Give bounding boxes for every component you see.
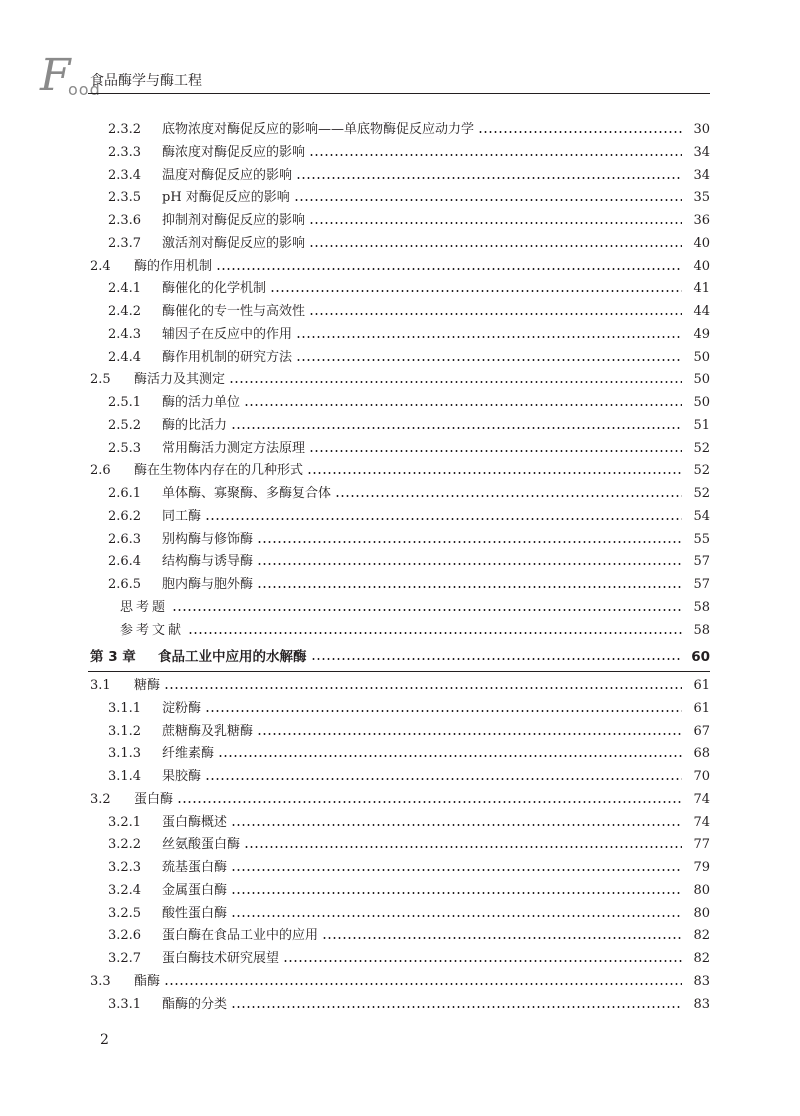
dot-leader xyxy=(172,609,682,611)
toc-entry-page: 80 xyxy=(693,882,710,898)
toc-entry-number: 2.5.1 xyxy=(108,395,142,410)
logo-letter: F xyxy=(40,50,71,101)
toc-entry-page: 36 xyxy=(693,213,710,228)
toc-entry-number: 3.1 xyxy=(90,678,111,693)
toc-entry xyxy=(108,210,710,232)
toc-entry-page: 51 xyxy=(693,417,710,433)
dot-leader xyxy=(177,801,682,803)
toc-entry-number: 2.6.2 xyxy=(108,508,142,524)
toc-entry-page: 74 xyxy=(693,791,710,807)
toc-entry xyxy=(108,812,710,834)
toc-entry-page: 74 xyxy=(693,814,710,830)
toc-entry xyxy=(108,721,710,743)
toc-entry-number: 3.2.3 xyxy=(108,860,142,875)
dot-leader xyxy=(216,268,682,270)
toc-entry-title: 同工酶 xyxy=(162,508,202,524)
dot-leader xyxy=(309,154,682,156)
toc-entry xyxy=(108,551,710,573)
toc-entry-page: 58 xyxy=(693,599,710,615)
toc-entry-title: 果胶酶 xyxy=(162,769,202,784)
dot-leader xyxy=(244,404,682,406)
toc-entry-title: 酶在生物体内存在的几种形式 xyxy=(134,463,304,479)
toc-entry-number: 第 3 章 xyxy=(90,649,136,666)
dot-leader xyxy=(244,846,682,848)
toc-entry-title: 蛋白酶概述 xyxy=(162,814,228,830)
toc-entry-number: 2.6.3 xyxy=(108,531,142,547)
toc-entry-number: 2.5.2 xyxy=(108,417,142,433)
toc-entry-number: 2.4.3 xyxy=(108,326,142,342)
toc-entry-number: 3.2.2 xyxy=(108,837,142,853)
toc-entry-number: 2.6.4 xyxy=(108,554,142,570)
toc-entry xyxy=(108,415,710,437)
toc-entry xyxy=(90,460,710,482)
toc-entry-title: 丝氨酸蛋白酶 xyxy=(162,837,241,853)
toc-entry xyxy=(108,766,710,788)
toc-entry-page: 83 xyxy=(693,996,710,1012)
toc-entry-title: 酶的作用机制 xyxy=(134,258,213,274)
toc-entry-title: 参考文献 xyxy=(120,622,185,638)
toc-entry xyxy=(108,187,710,209)
dot-leader xyxy=(188,632,682,634)
toc-entry xyxy=(108,529,710,551)
toc-entry-page: 70 xyxy=(693,769,710,784)
dot-leader xyxy=(296,359,682,361)
toc-entry-title: 蛋白酶技术研究展望 xyxy=(162,951,280,966)
toc-entry-title: 单体酶、寡聚酶、多酶复合体 xyxy=(162,486,332,501)
toc-entry-number: 3.3.1 xyxy=(108,996,142,1012)
toc-entry-number: 3.2.4 xyxy=(108,882,142,898)
toc-entry-page: 52 xyxy=(693,463,710,479)
toc-entry-title: 温度对酶促反应的影响 xyxy=(162,167,293,183)
dot-leader xyxy=(309,313,682,315)
book-title: 食品酶学与酶工程 xyxy=(90,73,202,89)
toc-entry-page: 67 xyxy=(693,723,710,739)
dot-leader xyxy=(283,960,682,962)
toc-entry-page: 80 xyxy=(693,905,710,921)
dot-leader xyxy=(231,427,682,429)
toc-entry xyxy=(108,301,710,323)
toc-entry-title: 底物浓度对酶促反应的影响——单底物酶促反应动力学 xyxy=(162,122,475,137)
toc-entry-number: 2.3.7 xyxy=(108,235,142,251)
toc-entry-page: 79 xyxy=(693,860,710,875)
toc-entry-title: 巯基蛋白酶 xyxy=(162,860,228,875)
toc-entry xyxy=(120,620,710,642)
toc-entry-page: 40 xyxy=(693,258,710,274)
toc-entry xyxy=(90,369,710,391)
dot-leader xyxy=(205,518,682,520)
toc-entry xyxy=(108,834,710,856)
page-number: 2 xyxy=(100,1032,109,1048)
toc-entry-title: 食品工业中应用的水解酶 xyxy=(158,649,307,666)
dot-leader xyxy=(322,937,682,939)
toc-entry xyxy=(108,278,710,300)
toc-entry xyxy=(90,675,710,697)
dot-leader xyxy=(231,824,682,826)
toc-entry-title: 酶催化的专一性与高效性 xyxy=(162,304,306,319)
toc-entry xyxy=(108,743,710,765)
toc-entry-number: 3.1.4 xyxy=(108,769,142,784)
toc-entry-page: 35 xyxy=(693,190,710,206)
dot-leader xyxy=(270,290,682,292)
toc-entry-page: 52 xyxy=(693,440,710,456)
toc-entry-page: 58 xyxy=(693,622,710,638)
toc-entry-number: 2.6 xyxy=(90,463,111,479)
toc-entry-title: 淀粉酶 xyxy=(162,700,202,716)
toc-entry-number: 2.4 xyxy=(90,258,111,274)
toc-entry-number: 2.3.5 xyxy=(108,190,142,206)
toc-entry xyxy=(90,971,710,993)
toc-entry-title: 酶的活力单位 xyxy=(162,395,241,410)
toc-entry-page: 30 xyxy=(693,122,710,137)
toc-entry xyxy=(108,119,710,141)
toc-entry xyxy=(108,233,710,255)
toc-entry xyxy=(90,256,710,278)
toc-entry-page: 82 xyxy=(693,928,710,944)
toc-entry-title: 蔗糖酶及乳糖酶 xyxy=(162,723,254,739)
toc-entry-number: 2.5.3 xyxy=(108,440,142,456)
toc-entry-page: 60 xyxy=(691,649,710,666)
toc-entry-title: 酶的比活力 xyxy=(162,417,228,433)
dot-leader xyxy=(231,892,682,894)
toc-entry-title: 金属蛋白酶 xyxy=(162,882,228,898)
dot-leader xyxy=(296,177,682,179)
toc-entry-number: 2.5 xyxy=(90,372,111,388)
dot-leader xyxy=(205,710,682,712)
toc-entry xyxy=(108,880,710,902)
toc-entry-number: 3.2.7 xyxy=(108,951,142,966)
toc-entry-title: 酶催化的化学机制 xyxy=(162,281,267,297)
toc-entry-page: 49 xyxy=(693,326,710,342)
toc-entry-title: 结构酶与诱导酶 xyxy=(162,554,254,570)
dot-leader xyxy=(257,541,682,543)
toc-entry-number: 3.3 xyxy=(90,973,111,989)
toc-entry-title: 思考题 xyxy=(120,599,169,615)
toc-entry xyxy=(90,646,710,668)
toc-entry-number: 3.2.5 xyxy=(108,905,142,921)
toc-entry xyxy=(108,698,710,720)
toc-entry-page: 82 xyxy=(693,951,710,966)
toc-entry-number: 2.3.3 xyxy=(108,144,142,160)
dot-leader xyxy=(296,336,682,338)
toc-entry xyxy=(108,925,710,947)
toc-entry xyxy=(108,506,710,528)
toc-entry xyxy=(108,948,710,970)
toc-entry-title: 酸性蛋白酶 xyxy=(162,905,228,921)
toc-entry-title: 纤维素酶 xyxy=(162,746,215,762)
toc-entry-page: 57 xyxy=(693,577,710,592)
toc-entry xyxy=(108,438,710,460)
toc-entry-page: 68 xyxy=(693,746,710,762)
toc-entry-title: 别构酶与修饰酶 xyxy=(162,531,254,547)
dot-leader xyxy=(311,658,683,660)
toc-entry-number: 2.3.4 xyxy=(108,167,142,183)
dot-leader xyxy=(164,687,682,689)
dot-leader xyxy=(231,869,682,871)
toc-entry-number: 2.3.6 xyxy=(108,213,142,228)
toc-entry-number: 3.1.2 xyxy=(108,723,142,739)
toc-entry-number: 3.2.6 xyxy=(108,928,142,944)
dot-leader xyxy=(257,733,682,735)
toc-entry-title: 蛋白酶在食品工业中的应用 xyxy=(162,928,319,944)
toc-entry-page: 54 xyxy=(693,508,710,524)
toc-entry xyxy=(108,324,710,346)
toc-entry-title: 抑制剂对酶促反应的影响 xyxy=(162,213,306,228)
dot-leader xyxy=(309,450,682,452)
toc-entry-title: 常用酶活力测定方法原理 xyxy=(162,440,306,456)
dot-leader xyxy=(335,495,682,497)
dot-leader xyxy=(309,245,682,247)
dot-leader xyxy=(231,915,682,917)
toc-entry xyxy=(108,857,710,879)
chapter-rule xyxy=(88,671,710,672)
toc-entry-title: 糖酶 xyxy=(134,678,161,693)
toc-entry xyxy=(108,994,710,1016)
toc-entry-page: 50 xyxy=(693,372,710,388)
toc-entry-number: 2.6.1 xyxy=(108,486,142,501)
toc-entry-page: 40 xyxy=(693,235,710,251)
dot-leader xyxy=(294,199,682,201)
toc-entry-title: 酶活力及其测定 xyxy=(134,372,226,388)
toc-entry-page: 50 xyxy=(693,349,710,365)
dot-leader xyxy=(164,983,682,985)
logo-text: ood xyxy=(68,80,101,99)
dot-leader xyxy=(257,586,682,588)
toc-entry-page: 50 xyxy=(693,395,710,410)
toc-entry-page: 61 xyxy=(693,678,710,693)
toc-entry-number: 2.6.5 xyxy=(108,577,142,592)
toc-entry-page: 55 xyxy=(693,531,710,547)
toc-entry-number: 3.1.1 xyxy=(108,700,142,716)
toc-entry xyxy=(90,789,710,811)
toc-entry-page: 41 xyxy=(693,281,710,297)
toc-entry-page: 52 xyxy=(693,486,710,501)
toc-entry xyxy=(108,347,710,369)
toc-entry xyxy=(108,903,710,925)
toc-entry-number: 2.4.4 xyxy=(108,349,142,365)
toc-entry-page: 83 xyxy=(693,973,710,989)
dot-leader xyxy=(229,381,682,383)
toc-entry-title: 酶浓度对酶促反应的影响 xyxy=(162,144,306,160)
toc-entry-title: 酶作用机制的研究方法 xyxy=(162,349,293,365)
toc-entry-title: 激活剂对酶促反应的影响 xyxy=(162,235,306,251)
toc-entry-page: 61 xyxy=(693,700,710,716)
dot-leader xyxy=(309,222,682,224)
toc-entry xyxy=(108,392,710,414)
dot-leader xyxy=(307,472,682,474)
toc-entry xyxy=(108,483,710,505)
toc-entry-page: 57 xyxy=(693,554,710,570)
toc-entry-page: 34 xyxy=(693,167,710,183)
toc-entry-page: 77 xyxy=(693,837,710,853)
toc-entry-number: 2.4.1 xyxy=(108,281,142,297)
dot-leader xyxy=(218,755,682,757)
toc-entry xyxy=(108,142,710,164)
toc-entry-title: 酯酶的分类 xyxy=(162,996,228,1012)
dot-leader xyxy=(257,563,682,565)
toc-entry xyxy=(108,165,710,187)
dot-leader xyxy=(231,1006,682,1008)
toc-entry-title: 胞内酶与胞外酶 xyxy=(162,577,254,592)
toc-entry xyxy=(120,597,710,619)
toc-entry-number: 2.4.2 xyxy=(108,304,142,319)
toc-entry-title: 蛋白酶 xyxy=(134,791,174,807)
toc-entry xyxy=(108,574,710,596)
toc-entry-page: 44 xyxy=(693,304,710,319)
toc-entry-number: 3.2 xyxy=(90,791,111,807)
toc-entry-number: 2.3.2 xyxy=(108,122,142,137)
toc-entry-number: 3.2.1 xyxy=(108,814,142,830)
toc-entry-title: 酯酶 xyxy=(134,973,161,989)
toc-entry-page: 34 xyxy=(693,144,710,160)
toc-entry-title: pH 对酶促反应的影响 xyxy=(162,190,290,206)
dot-leader xyxy=(478,131,682,133)
toc-entry-title: 辅因子在反应中的作用 xyxy=(162,326,293,342)
dot-leader xyxy=(205,778,682,780)
toc-entry-number: 3.1.3 xyxy=(108,746,142,762)
